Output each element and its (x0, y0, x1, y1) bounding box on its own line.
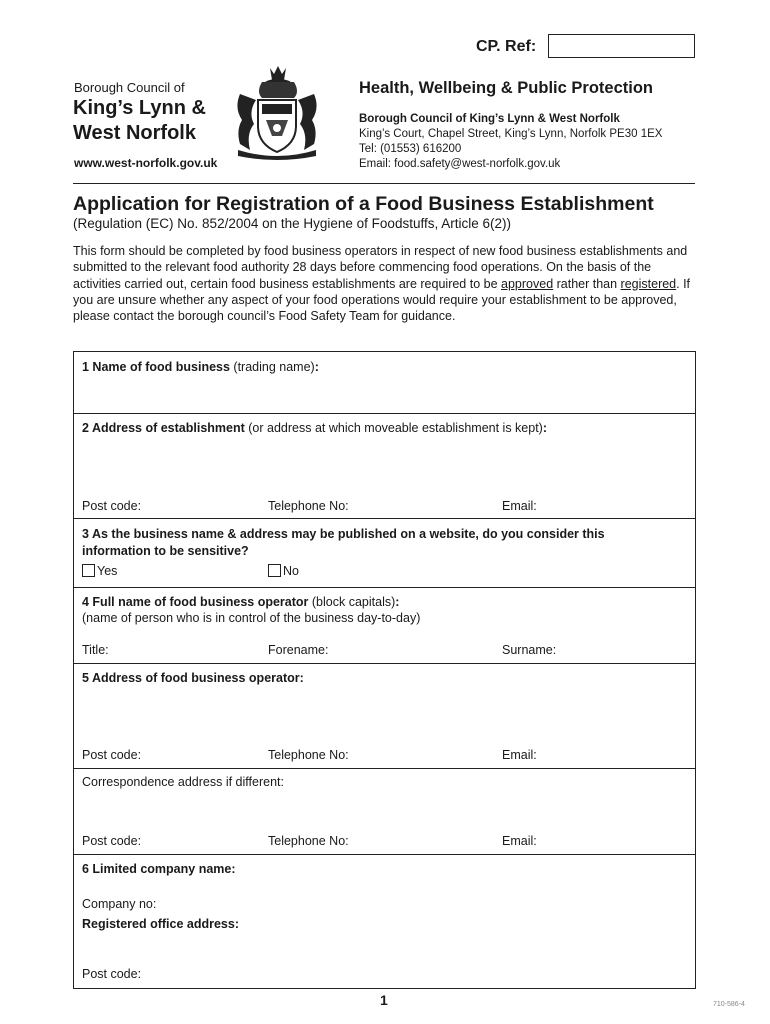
intro-approved: approved (501, 276, 554, 291)
operator-surname-label[interactable]: Surname: (502, 643, 557, 657)
section-5-label: 5 Address of food business operator: (82, 671, 304, 685)
establishment-telephone-label[interactable]: Telephone No: (268, 499, 349, 513)
section-3-label: 3 As the business name & address may be published on a website, do you consider this information to be sensitive? (82, 527, 605, 558)
council-name (73, 96, 206, 146)
intro-text-3: . If you are unsure whether any aspect of your food operations would require your establishment to be approved, please contact the borough council’s Food Safety Team for guidance. (73, 276, 691, 324)
divider (74, 854, 695, 855)
operator-title-label[interactable]: Title: (82, 643, 109, 657)
correspondence-postcode-label[interactable]: Post code: (82, 834, 142, 848)
council-name-line2: West Norfolk (73, 122, 196, 144)
intro-paragraph (73, 243, 698, 324)
operator-telephone-label[interactable]: Telephone No: (268, 748, 349, 762)
intro-text-2: rather than (553, 276, 621, 291)
registration-form (73, 351, 696, 989)
operator-email-label[interactable]: Email: (502, 748, 537, 762)
no-checkbox[interactable] (268, 564, 281, 577)
page-number: 1 (380, 992, 388, 1008)
yes-label: Yes (97, 564, 118, 578)
address-tel: Tel: (01553) 616200 (359, 143, 462, 155)
address-email: Email: food.safety@west-norfolk.gov.uk (359, 158, 561, 170)
header-divider (73, 183, 695, 184)
divider (74, 663, 695, 664)
operator-address-field[interactable] (74, 690, 695, 742)
business-name-field[interactable] (74, 380, 695, 412)
section-2-label: 2 Address of establishment (or address at which moveable establishment is kept): (82, 421, 548, 435)
sensitive-no-option[interactable] (268, 564, 299, 578)
coat-of-arms-icon (232, 64, 322, 162)
council-name-line1: King’s Lynn & (73, 97, 206, 119)
divider (74, 768, 695, 769)
establishment-postcode-label[interactable]: Post code: (82, 499, 142, 513)
correspondence-email-label[interactable]: Email: (502, 834, 537, 848)
divider (74, 413, 695, 414)
section-4-note: (name of person who is in control of the business day-to-day) (82, 611, 421, 625)
intro-registered: registered (620, 276, 677, 291)
cp-ref-field[interactable] (548, 34, 695, 58)
divider (74, 587, 695, 588)
operator-forename-label[interactable]: Forename: (268, 643, 329, 657)
divider (74, 518, 695, 519)
establishment-email-label[interactable]: Email: (502, 499, 537, 513)
section-6-label: 6 Limited company name: (82, 862, 236, 876)
section-4-label: 4 Full name of food business operator (block capitals): (82, 595, 400, 609)
website-link[interactable]: www.west-norfolk.gov.uk (74, 156, 218, 170)
establishment-address-field[interactable] (74, 440, 695, 490)
form-code: 710-586-4 (713, 1001, 745, 1008)
address-street: King’s Court, Chapel Street, King’s Lynn, Norfolk PE30 1EX (359, 128, 663, 140)
council-address (359, 112, 662, 172)
address-name: Borough Council of King’s Lynn & West Norfolk (359, 113, 620, 125)
no-label: No (283, 564, 299, 578)
intro-text-1: This form should be completed by food business operators in respect of new food business establishments and submitted to the relevant food authority 28 days before commencing food operations. On the basis of the activities carried out, certain food business establishments are required to be (73, 244, 688, 291)
registered-office-postcode-label[interactable]: Post code: (82, 967, 142, 981)
registered-office-label[interactable]: Registered office address: (82, 917, 239, 931)
yes-checkbox[interactable] (82, 564, 95, 577)
company-no-label[interactable]: Company no: (82, 897, 157, 911)
correspondence-telephone-label[interactable]: Telephone No: (268, 834, 349, 848)
section-1-label: 1 Name of food business (trading name): (82, 360, 319, 374)
council-name-small: Borough Council of (74, 80, 185, 95)
document-title: Application for Registration of a Food Business Establishment (73, 193, 654, 215)
cp-ref-label: CP. Ref: (476, 38, 537, 55)
sensitive-yes-option[interactable] (82, 564, 117, 578)
document-subtitle: (Regulation (EC) No. 852/2004 on the Hygiene of Foodstuffs, Article 6(2)) (73, 216, 511, 231)
operator-postcode-label[interactable]: Post code: (82, 748, 142, 762)
correspondence-address-label[interactable]: Correspondence address if different: (82, 775, 284, 789)
department-title: Health, Wellbeing & Public Protection (359, 79, 653, 97)
